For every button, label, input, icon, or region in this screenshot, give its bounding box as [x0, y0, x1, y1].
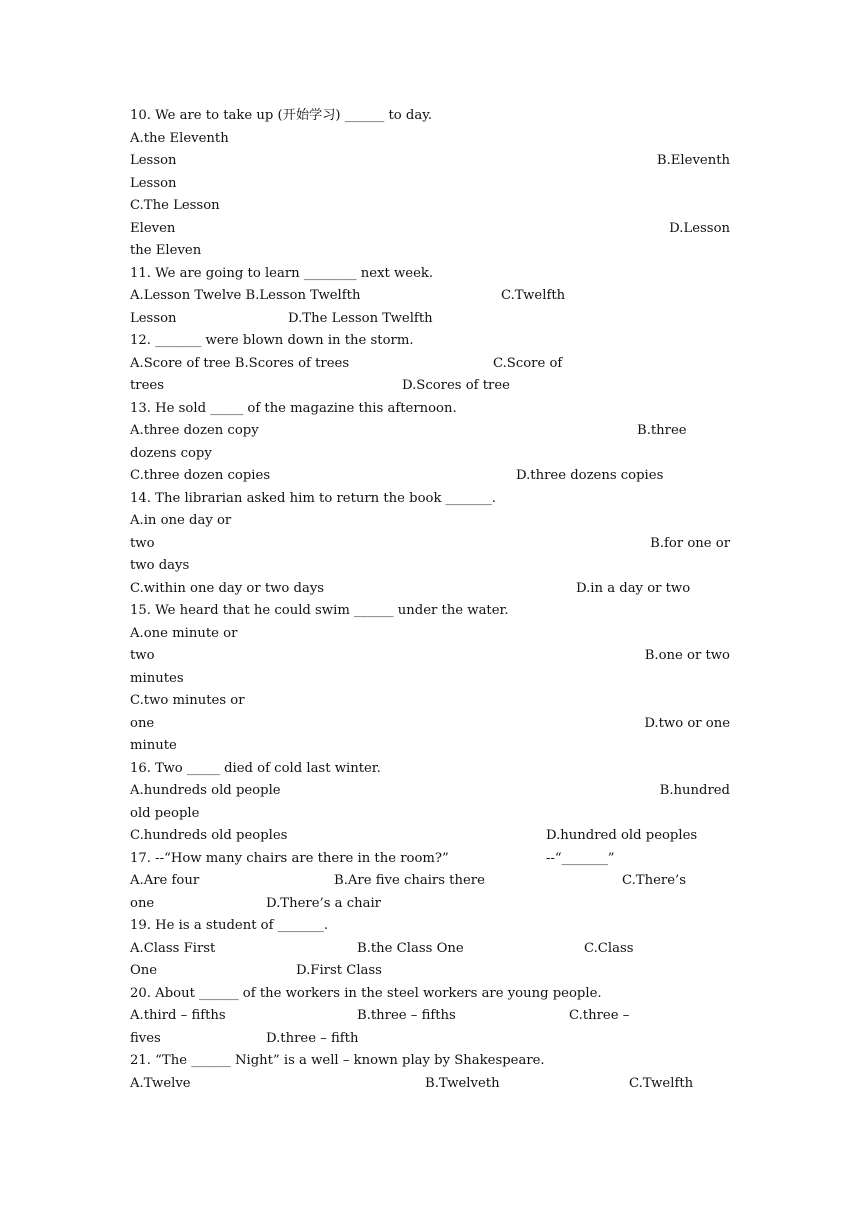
option-line: old people — [130, 805, 200, 821]
option-line: trees D.Scores of tree — [130, 378, 510, 393]
option-line: A.three dozen copy B.three — [130, 423, 687, 438]
question-21-stem: 21. “The ______ Night” is a well – known play by Shakespeare. — [130, 1053, 545, 1068]
option-line: one D.There’s a chair — [130, 895, 381, 911]
option-line: Eleven D.Lesson — [130, 220, 730, 236]
option-line: Lesson B.Eleventh — [130, 153, 730, 168]
option-line: One D.First Class — [130, 963, 382, 978]
option-line: minutes — [130, 670, 184, 686]
option-line: A.in one day or — [130, 513, 232, 528]
option-line: Lesson D.The Lesson Twelfth — [130, 310, 433, 326]
question-20-stem: 20. About ______ of the workers in the steel workers are young people. — [130, 985, 602, 1001]
option-line: A.the Eleventh — [130, 130, 229, 146]
option-line: A.Score of tree B.Scores of trees C.Score of — [130, 355, 563, 371]
question-10-stem: 10. We are to take up (开始学习) ______ to day. — [130, 108, 433, 123]
option-line: A.Class First B.the Class One C.Class — [130, 940, 634, 956]
option-line: C.within one day or two days D.in a day or two — [130, 580, 691, 596]
option-line: C.three dozen copies D.three dozens copies — [130, 468, 664, 483]
option-line: A.Are four B.Are five chairs there C.There’s — [130, 873, 686, 888]
option-line: the Eleven — [130, 243, 202, 258]
option-line: C.two minutes or — [130, 693, 245, 708]
question-16-stem: 16. Two _____ died of cold last winter. — [130, 760, 381, 776]
option-line: A.Lesson Twelve B.Lesson Twelfth C.Twelfth — [130, 288, 566, 303]
question-17-stem: 17. --“How many chairs are there in the room?” --“_______” — [130, 850, 615, 866]
option-line: A.hundreds old people B.hundred — [130, 783, 730, 798]
option-line: fives D.three – fifth — [130, 1030, 359, 1046]
question-15-stem: 15. We heard that he could swim ______ under the water. — [130, 603, 509, 618]
option-line: two B.for one or — [130, 535, 730, 551]
question-11-stem: 11. We are going to learn ________ next week. — [130, 265, 434, 281]
option-line: C.hundreds old peoples D.hundred old peoples — [130, 828, 698, 843]
option-line: Lesson — [130, 175, 177, 191]
option-line: A.third – fifths B.three – fifths C.three – — [130, 1008, 630, 1023]
option-line: minute — [130, 738, 177, 753]
question-19-stem: 19. He is a student of _______. — [130, 918, 329, 933]
question-13-stem: 13. He sold _____ of the magazine this afternoon. — [130, 400, 457, 416]
option-line: C.The Lesson — [130, 198, 220, 213]
option-line: A.Twelve B.Twelveth C.Twelfth — [130, 1075, 694, 1091]
option-line: two B.one or two — [130, 648, 730, 663]
question-12-stem: 12. _______ were blown down in the storm. — [130, 333, 414, 348]
option-line: dozens copy — [130, 445, 212, 461]
option-line: one D.two or one — [130, 715, 730, 731]
question-14-stem: 14. The librarian asked him to return the book _______. — [130, 490, 496, 506]
option-line: two days — [130, 558, 190, 573]
option-line: A.one minute or — [130, 625, 238, 641]
